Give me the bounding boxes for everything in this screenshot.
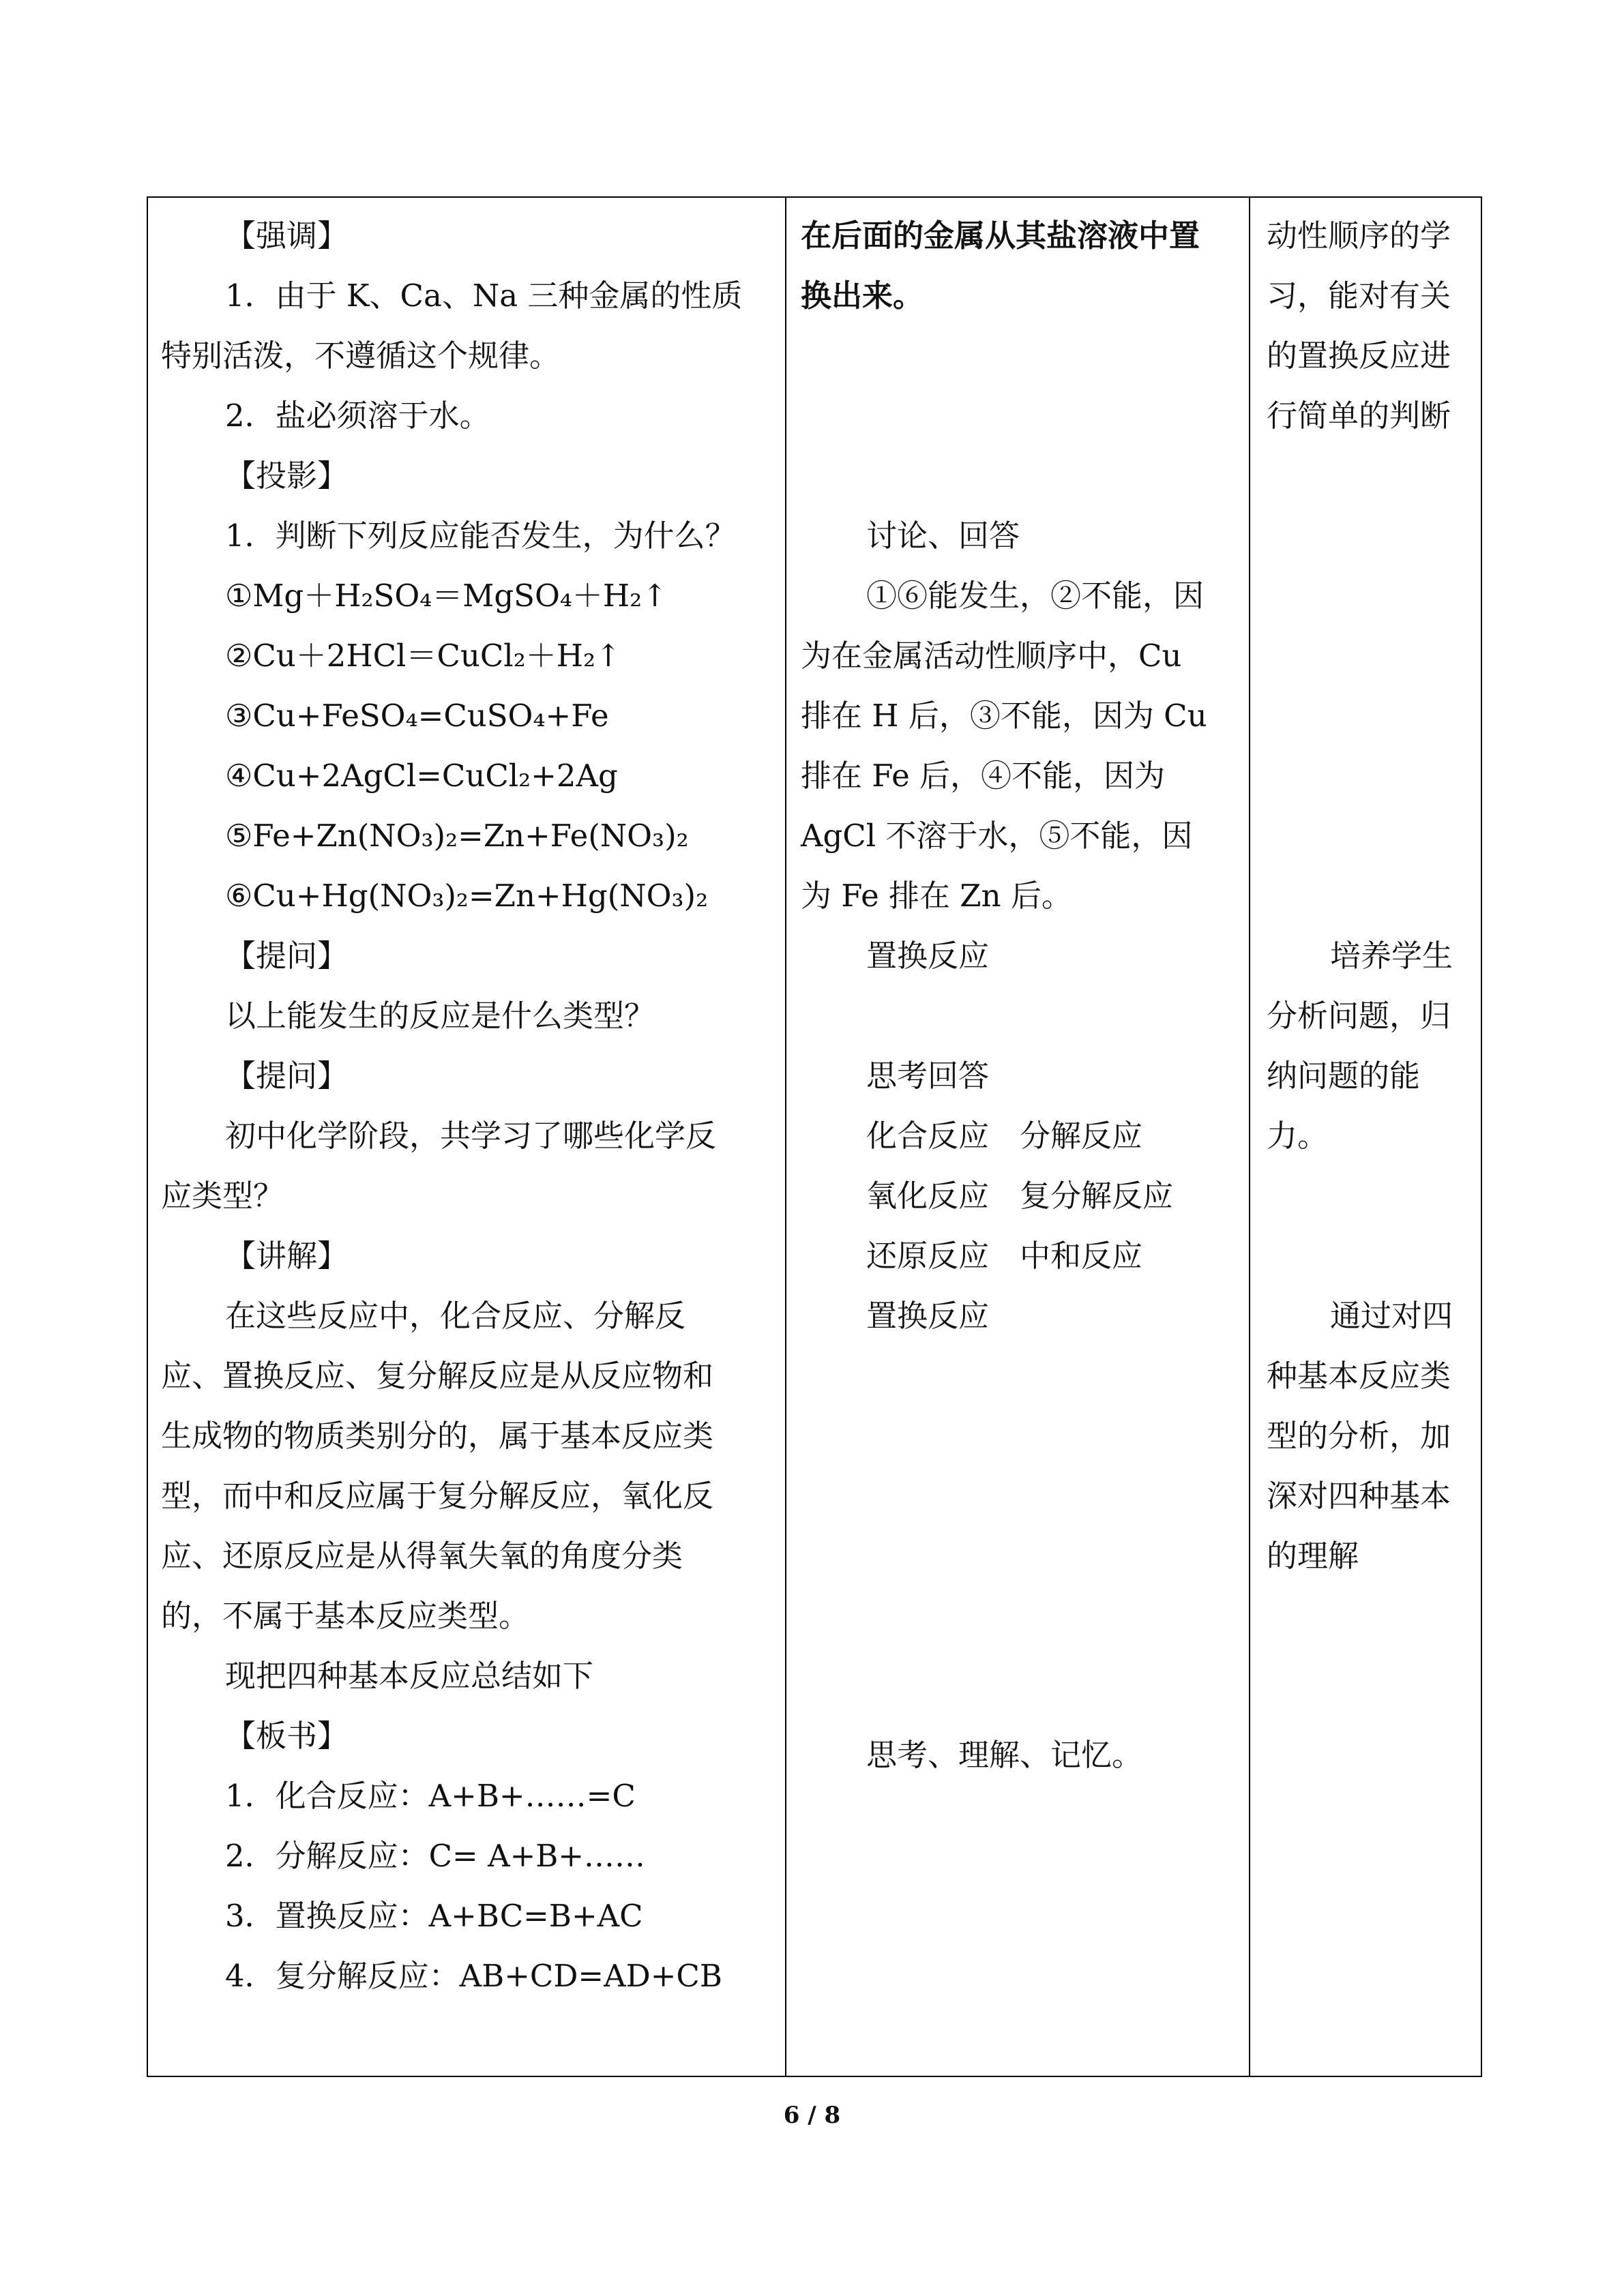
emphasis-point1-line1: 1．由于 K、Ca、Na 三种金属的性质 <box>225 278 743 314</box>
intent2-line3: 纳问题的能 <box>1267 1058 1421 1094</box>
board-item-1: 1．化合反应：A+B+……=C <box>225 1778 636 1814</box>
question1-text: 以上能发生的反应是什么类型？ <box>225 998 655 1034</box>
answer-line1: ①⑥能发生，②不能，因 <box>866 578 1205 614</box>
board-item-4: 4．复分解反应：AB+CD=AD+CB <box>225 1958 722 1994</box>
types-row-2: 氧化反应 复分解反应 <box>866 1178 1174 1214</box>
types-row-4: 置换反应 <box>866 1298 990 1334</box>
answer-line3: 排在 H 后，③不能，因为 Cu <box>801 698 1207 734</box>
column-divider-2 <box>1249 196 1250 2077</box>
question2-line2: 应类型？ <box>161 1178 284 1214</box>
reaction-6: ⑥Cu+Hg(NO₃)₂=Zn+Hg(NO₃)₂ <box>225 878 709 914</box>
student-bold-line1: 在后面的金属从其盐溶液中置 <box>801 218 1200 254</box>
think-answer-label: 思考回答 <box>866 1058 990 1094</box>
intent1-line2: 习，能对有关 <box>1267 278 1451 314</box>
projection-question: 1．判断下列反应能否发生，为什么？ <box>225 518 736 554</box>
types-row-1: 化合反应 分解反应 <box>866 1118 1143 1154</box>
board-item-3: 3．置换反应：A+BC=B+AC <box>225 1898 643 1934</box>
answer-line2: 为在金属活动性顺序中，Cu <box>801 638 1182 674</box>
question1-heading: 【提问】 <box>225 938 349 974</box>
answer-line6: 为 Fe 排在 Zn 后。 <box>801 878 1072 914</box>
explanation-line4: 型，而中和反应属于复分解反应，氧化反 <box>161 1478 714 1514</box>
page-number: 6 / 8 <box>783 2102 841 2129</box>
explanation-heading: 【讲解】 <box>225 1238 349 1274</box>
intent1-line3: 的置换反应进 <box>1267 338 1451 374</box>
board-item-2: 2．分解反应：C= A+B+…… <box>225 1838 646 1874</box>
summary-intro: 现把四种基本反应总结如下 <box>225 1658 594 1694</box>
intent1-line1: 动性顺序的学 <box>1267 218 1451 254</box>
intent2-line4: 力。 <box>1267 1118 1329 1154</box>
type-answer: 置换反应 <box>866 938 990 974</box>
reaction-5: ⑤Fe+Zn(NO₃)₂=Zn+Fe(NO₃)₂ <box>225 818 689 854</box>
intent1-line4: 行简单的判断 <box>1267 398 1451 434</box>
student-bold-line2: 换出来。 <box>801 278 924 314</box>
answer-line4: 排在 Fe 后，④不能，因为 <box>801 758 1166 794</box>
reaction-3: ③Cu+FeSO₄=CuSO₄+Fe <box>225 698 609 734</box>
explanation-line6: 的，不属于基本反应类型。 <box>161 1598 530 1634</box>
intent3-line2: 种基本反应类 <box>1267 1358 1451 1394</box>
board-heading: 【板书】 <box>225 1718 349 1754</box>
reaction-1: ①Mg＋H₂SO₄＝MgSO₄＋H₂↑ <box>225 578 668 614</box>
question2-heading: 【提问】 <box>225 1058 349 1094</box>
final-response: 思考、理解、记忆。 <box>866 1737 1143 1773</box>
intent3-line4: 深对四种基本 <box>1267 1478 1451 1514</box>
discuss-label: 讨论、回答 <box>866 518 1020 554</box>
emphasis-point1-line2: 特别活泼，不遵循这个规律。 <box>161 338 561 374</box>
explanation-line3: 生成物的物质类别分的，属于基本反应类 <box>161 1418 714 1454</box>
intent3-line1: 通过对四 <box>1330 1298 1453 1334</box>
intent3-line3: 型的分析，加 <box>1267 1418 1451 1454</box>
emphasis-heading: 【强调】 <box>225 218 349 254</box>
intent2-line2: 分析问题，归 <box>1267 998 1451 1034</box>
intent2-line1: 培养学生 <box>1330 938 1453 974</box>
reaction-2: ②Cu＋2HCl＝CuCl₂＋H₂↑ <box>225 638 621 674</box>
types-row-3: 还原反应 中和反应 <box>866 1238 1143 1274</box>
projection-heading: 【投影】 <box>225 458 349 494</box>
explanation-line2: 应、置换反应、复分解反应是从反应物和 <box>161 1358 714 1394</box>
column-divider-1 <box>785 196 786 2077</box>
question2-line1: 初中化学阶段，共学习了哪些化学反 <box>225 1118 717 1154</box>
explanation-line1: 在这些反应中，化合反应、分解反 <box>225 1298 686 1334</box>
reaction-4: ④Cu+2AgCl=CuCl₂+2Ag <box>225 758 618 794</box>
intent3-line5: 的理解 <box>1267 1538 1359 1574</box>
emphasis-point2: 2．盐必须溶于水。 <box>225 398 490 434</box>
answer-line5: AgCl 不溶于水，⑤不能，因 <box>801 818 1193 854</box>
explanation-line5: 应、还原反应是从得氧失氧的角度分类 <box>161 1538 683 1574</box>
